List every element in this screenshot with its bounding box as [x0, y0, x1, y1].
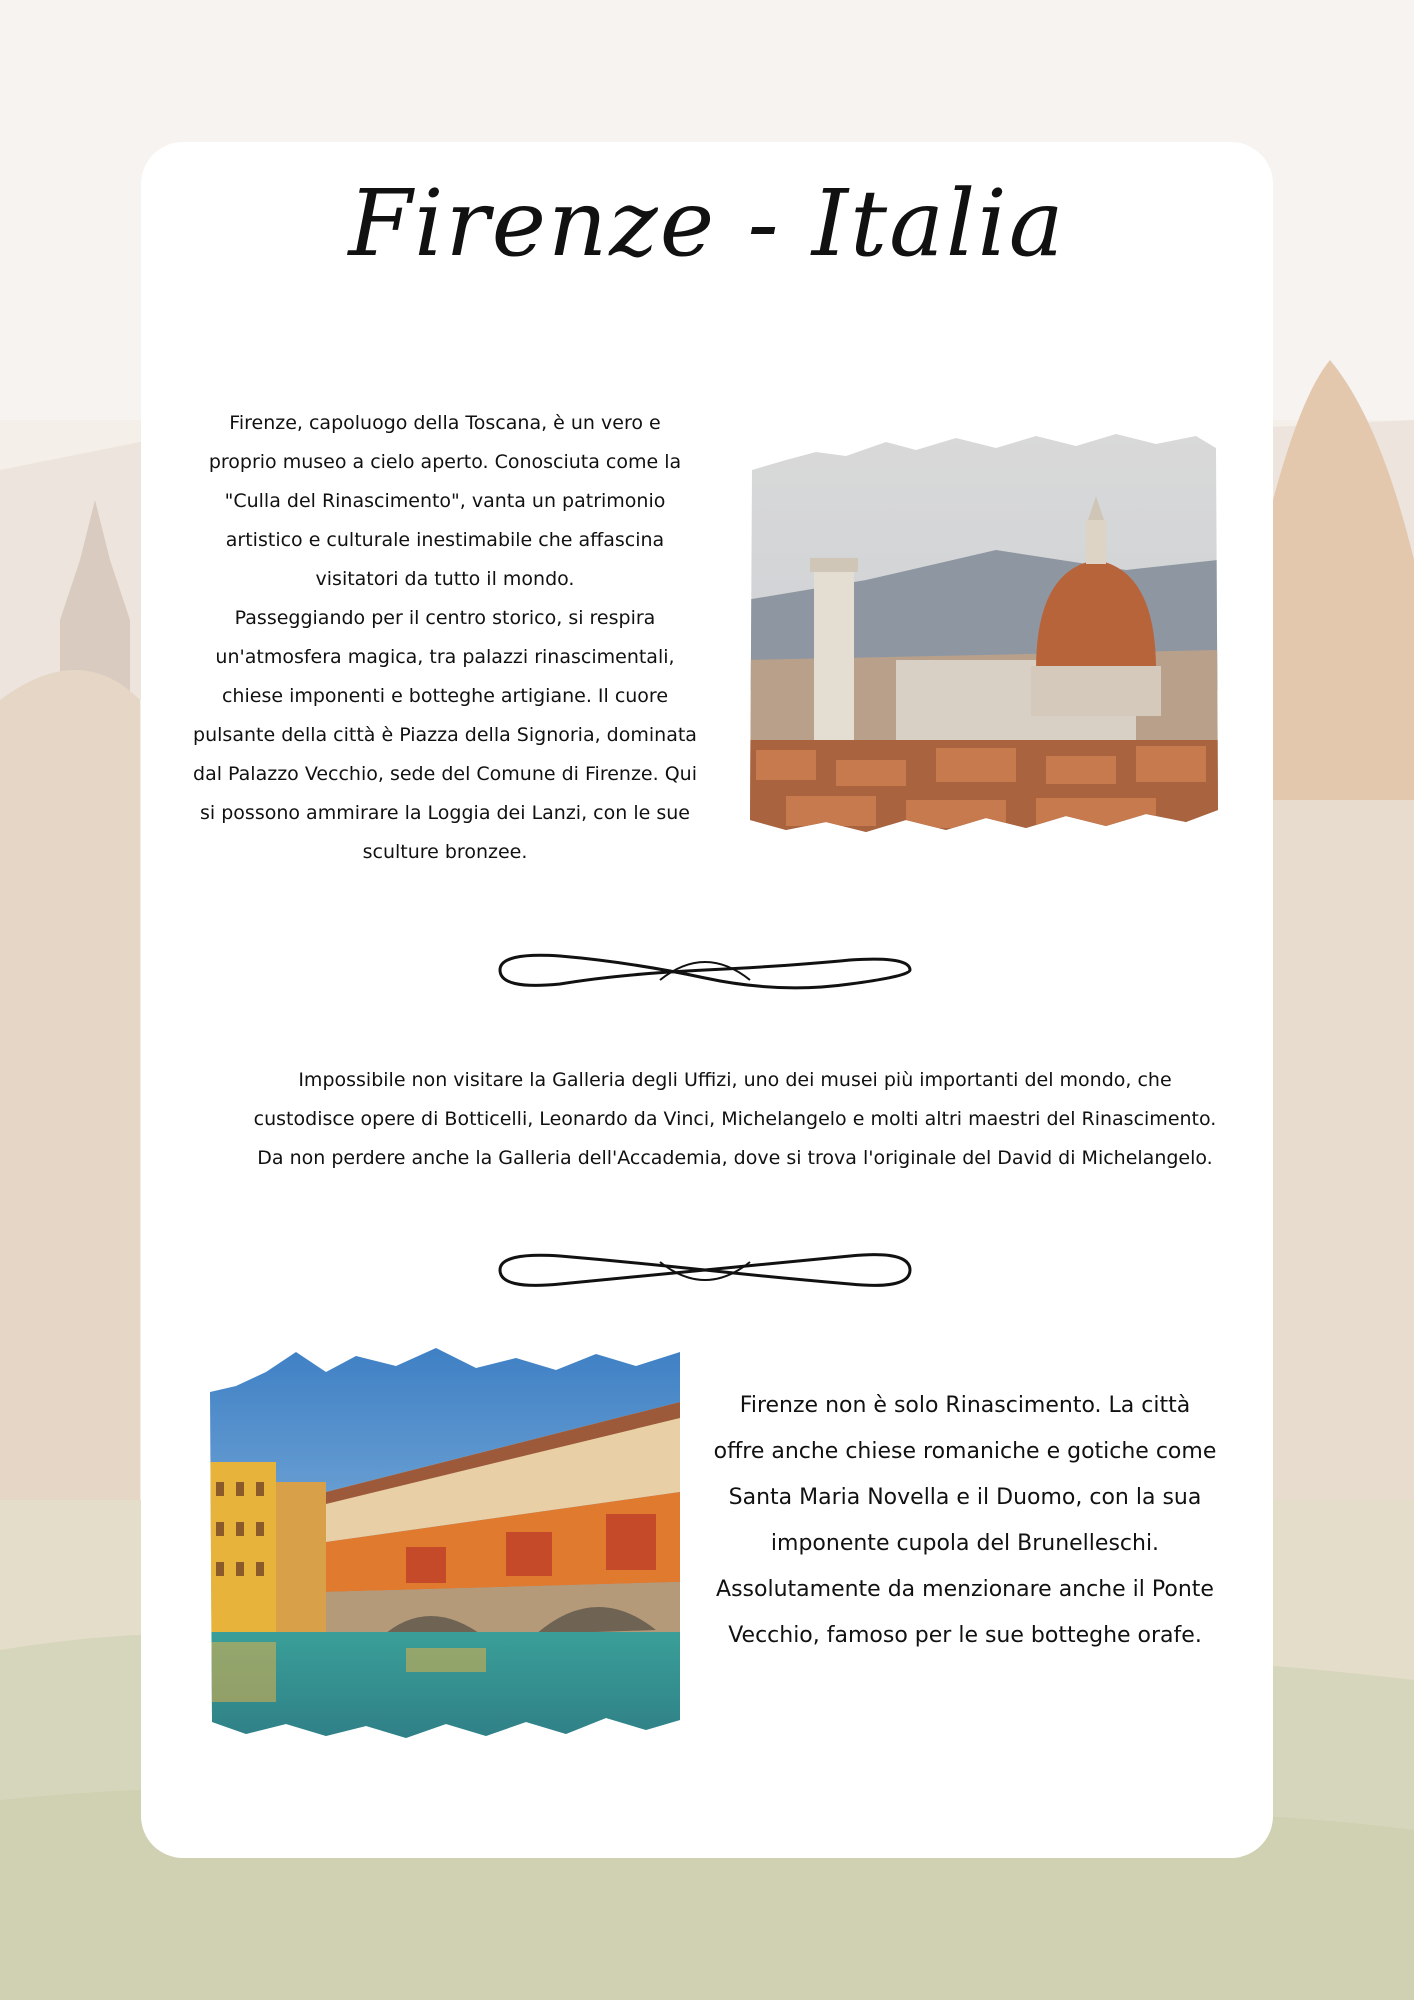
text-line: visitatori da tutto il mondo.	[315, 568, 575, 590]
text-line: Impossibile non visitare la Galleria degli Uffizi, uno dei musei più importanti del mondo, che	[298, 1069, 1172, 1091]
page-title: Firenze - Italia	[348, 170, 1066, 277]
text-line: Vecchio, famoso per le sue botteghe orafe.	[728, 1623, 1202, 1648]
text-line: dal Palazzo Vecchio, sede del Comune di Firenze. Qui	[193, 763, 697, 785]
text-line: Firenze, capoluogo della Toscana, è un vero e	[229, 412, 661, 434]
ponte-vecchio-photo	[206, 1342, 680, 1740]
text-line: custodisce opere di Botticelli, Leonardo da Vinci, Michelangelo e molti altri maestri del Rinascimento.	[253, 1108, 1217, 1130]
text-line: Passeggiando per il centro storico, si respira	[234, 607, 656, 629]
text-line: Da non perdere anche la Galleria dell'Accademia, dove si trova l'originale del David di Michelangelo.	[257, 1147, 1213, 1169]
text-line: imponente cupola del Brunelleschi.	[770, 1531, 1160, 1556]
text-line: un'atmosfera magica, tra palazzi rinascimentali,	[215, 646, 675, 668]
text-line: "Culla del Rinascimento", vanta un patrimonio	[224, 490, 666, 512]
text-line: proprio museo a cielo aperto. Conosciuta come la	[208, 451, 682, 473]
decorative-flourish-top	[490, 940, 920, 1000]
text-line: chiese imponenti e botteghe artigiane. Il cuore	[221, 685, 669, 707]
text-line: Santa Maria Novella e il Duomo, con la sua	[728, 1485, 1202, 1510]
text-line: pulsante della città è Piazza della Signoria, dominata	[193, 724, 697, 746]
uffizi-paragraph	[250, 1061, 1220, 1178]
text-line: Firenze non è solo Rinascimento. La città	[739, 1393, 1191, 1418]
ponte-vecchio-paragraph	[690, 1383, 1240, 1659]
text-line: sculture bronzee.	[362, 841, 528, 863]
text-line: offre anche chiese romaniche e gotiche come	[713, 1439, 1217, 1464]
text-line: Assolutamente da menzionare anche il Ponte	[716, 1577, 1214, 1602]
decorative-flourish-bottom	[490, 1240, 920, 1300]
text-line: si possono ammirare la Loggia dei Lanzi, con le sue	[200, 802, 690, 824]
duomo-photo	[746, 430, 1218, 840]
intro-paragraph	[190, 404, 700, 872]
text-line: artistico e culturale inestimabile che affascina	[225, 529, 665, 551]
